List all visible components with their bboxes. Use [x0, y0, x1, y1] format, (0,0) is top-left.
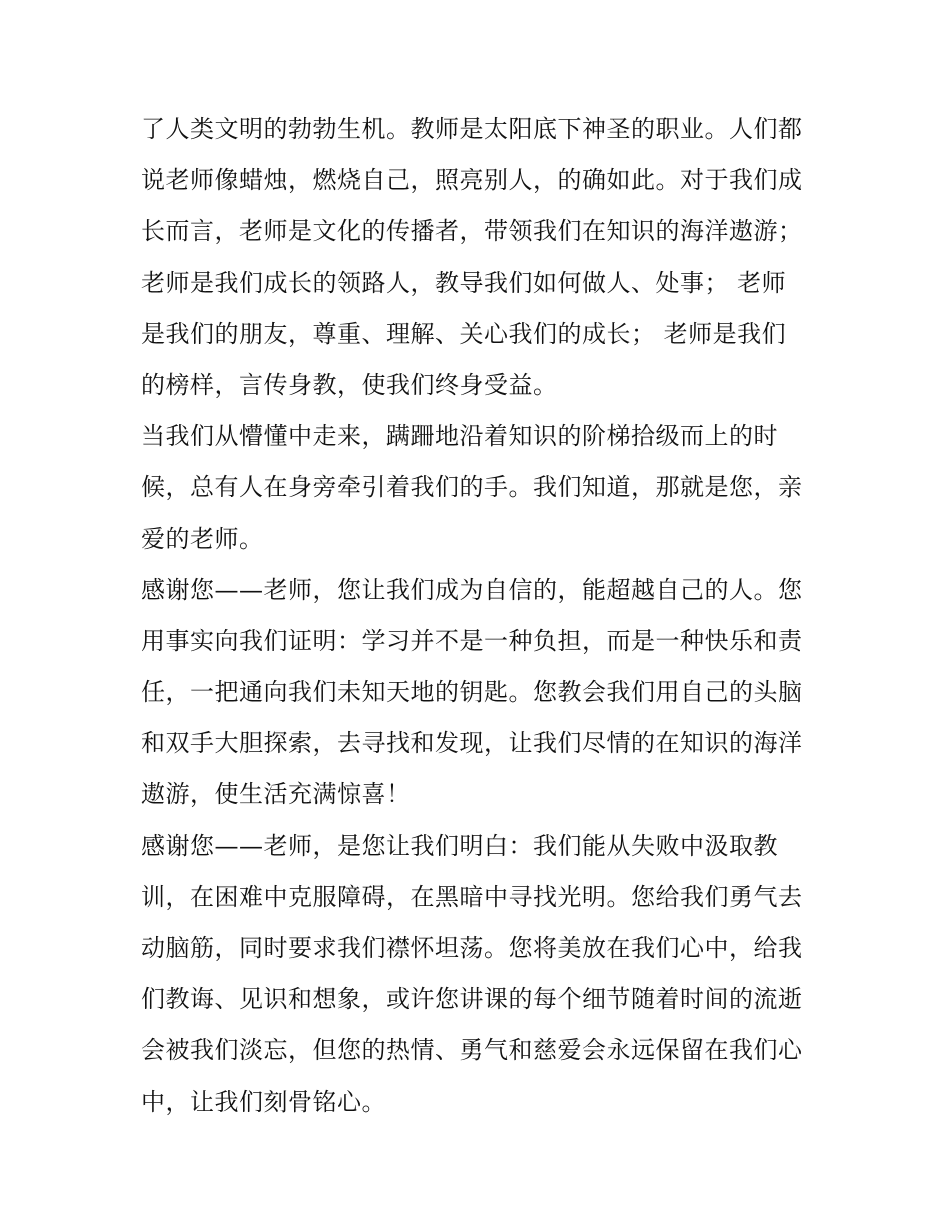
text-line: 中，让我们刻骨铭心。 [141, 1087, 386, 1116]
text-line: 老师是我们成长的领路人，教导我们如何做人、处事； 老师 [141, 268, 787, 297]
text-line: 任，一把通向我们未知天地的钥匙。您教会我们用自己的头脑 [141, 678, 803, 707]
text-line: 训，在困难中克服障碍，在黑暗中寻找光明。您给我们勇气去 [141, 882, 803, 911]
text-line: 当我们从懵懂中走来，蹒跚地沿着知识的阶梯拾级而上的时 [141, 422, 778, 451]
paragraph-3 [141, 565, 821, 821]
paragraph-1 [141, 104, 821, 411]
text-line: 感谢您——老师，是您让我们明白：我们能从失败中汲取教 [141, 831, 778, 860]
text-line: 是我们的朋友，尊重、理解、关心我们的成长； 老师是我们 [141, 319, 787, 348]
text-line: 候，总有人在身旁牵引着我们的手。我们知道，那就是您，亲 [141, 473, 803, 502]
text-line: 爱的老师。 [141, 524, 264, 553]
text-line: 说老师像蜡烛，燃烧自己，照亮别人，的确如此。对于我们成 [141, 166, 803, 195]
text-line: 动脑筋，同时要求我们襟怀坦荡。您将美放在我们心中，给我 [141, 934, 803, 962]
paragraph-4 [141, 821, 821, 1128]
text-line: 和双手大胆探索，去寻找和发现，让我们尽情的在知识的海洋 [141, 729, 803, 758]
paragraph-2 [141, 411, 821, 565]
text-line: 用事实向我们证明：学习并不是一种负担，而是一种快乐和责 [141, 626, 803, 655]
text-line: 们教诲、见识和想象，或许您讲课的每个细节随着时间的流逝 [141, 985, 803, 1014]
document-body [141, 104, 821, 1128]
text-line: 遨游，使生活充满惊喜！ [141, 780, 411, 809]
text-line: 感谢您——老师，您让我们成为自信的，能超越自己的人。您 [141, 575, 803, 604]
text-line: 的榜样，言传身教，使我们终身受益。 [141, 370, 558, 399]
text-line: 长而言，老师是文化的传播者，带领我们在知识的海洋遨游； [141, 217, 803, 246]
text-line: 会被我们淡忘，但您的热情、勇气和慈爱会永远保留在我们心 [141, 1036, 803, 1065]
text-line: 了人类文明的勃勃生机。教师是太阳底下神圣的职业。人们都 [141, 115, 803, 143]
